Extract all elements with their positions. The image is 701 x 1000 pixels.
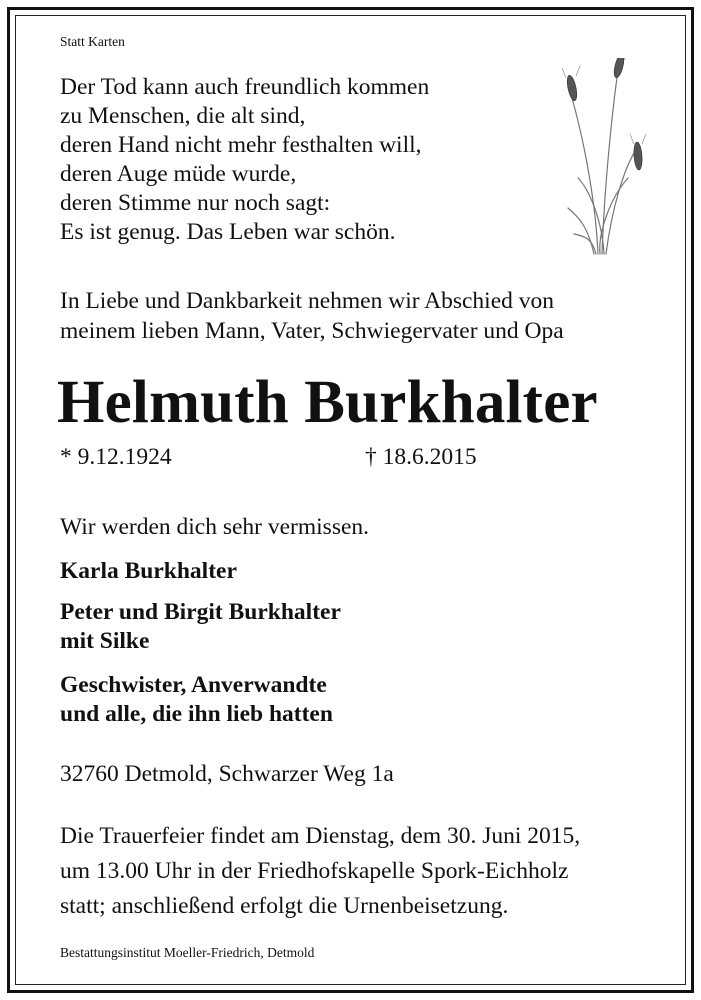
farewell-message: Wir werden dich sehr vermissen. xyxy=(60,514,370,540)
mourner-relatives-line-1: Geschwister, Anverwandte xyxy=(60,672,327,698)
intro-line-2: meinem lieben Mann, Vater, Schwiegervater und Opa xyxy=(60,318,564,344)
deceased-name: Helmuth Burkhalter xyxy=(57,369,598,436)
address: 32760 Detmold, Schwarzer Weg 1a xyxy=(60,761,394,787)
poem-line: zu Menschen, die alt sind, xyxy=(60,103,306,129)
poem xyxy=(60,73,429,247)
undertaker-credit: Bestattungsinstitut Moeller-Friedrich, Detmold xyxy=(60,945,315,960)
death-date: † 18.6.2015 xyxy=(365,444,477,470)
wheat-icon xyxy=(558,58,650,256)
poem-line: deren Hand nicht mehr festhalten will, xyxy=(60,132,422,158)
poem-line: Es ist genug. Das Leben war schön. xyxy=(60,219,396,245)
mourner-spouse: Karla Burkhalter xyxy=(60,558,237,584)
birth-date: * 9.12.1924 xyxy=(60,444,172,470)
intro-line-1: In Liebe und Dankbarkeit nehmen wir Abschied von xyxy=(60,288,555,314)
statt-karten-label: Statt Karten xyxy=(60,34,125,49)
funeral-line-2: um 13.00 Uhr in der Friedhofskapelle Spork-Eichholz xyxy=(60,858,569,884)
mourner-children-line-2: mit Silke xyxy=(60,628,150,654)
mourner-children-line-1: Peter und Birgit Burkhalter xyxy=(60,599,341,625)
funeral-line-1: Die Trauerfeier findet am Dienstag, dem 30. Juni 2015, xyxy=(60,823,581,849)
funeral-line-3: statt; anschließend erfolgt die Urnenbeisetzung. xyxy=(60,893,509,919)
poem-line: deren Stimme nur noch sagt: xyxy=(60,190,331,216)
mourner-relatives-line-2: und alle, die ihn lieb hatten xyxy=(60,701,333,727)
poem-line: deren Auge müde wurde, xyxy=(60,161,297,187)
poem-line: Der Tod kann auch freundlich kommen xyxy=(60,74,430,100)
